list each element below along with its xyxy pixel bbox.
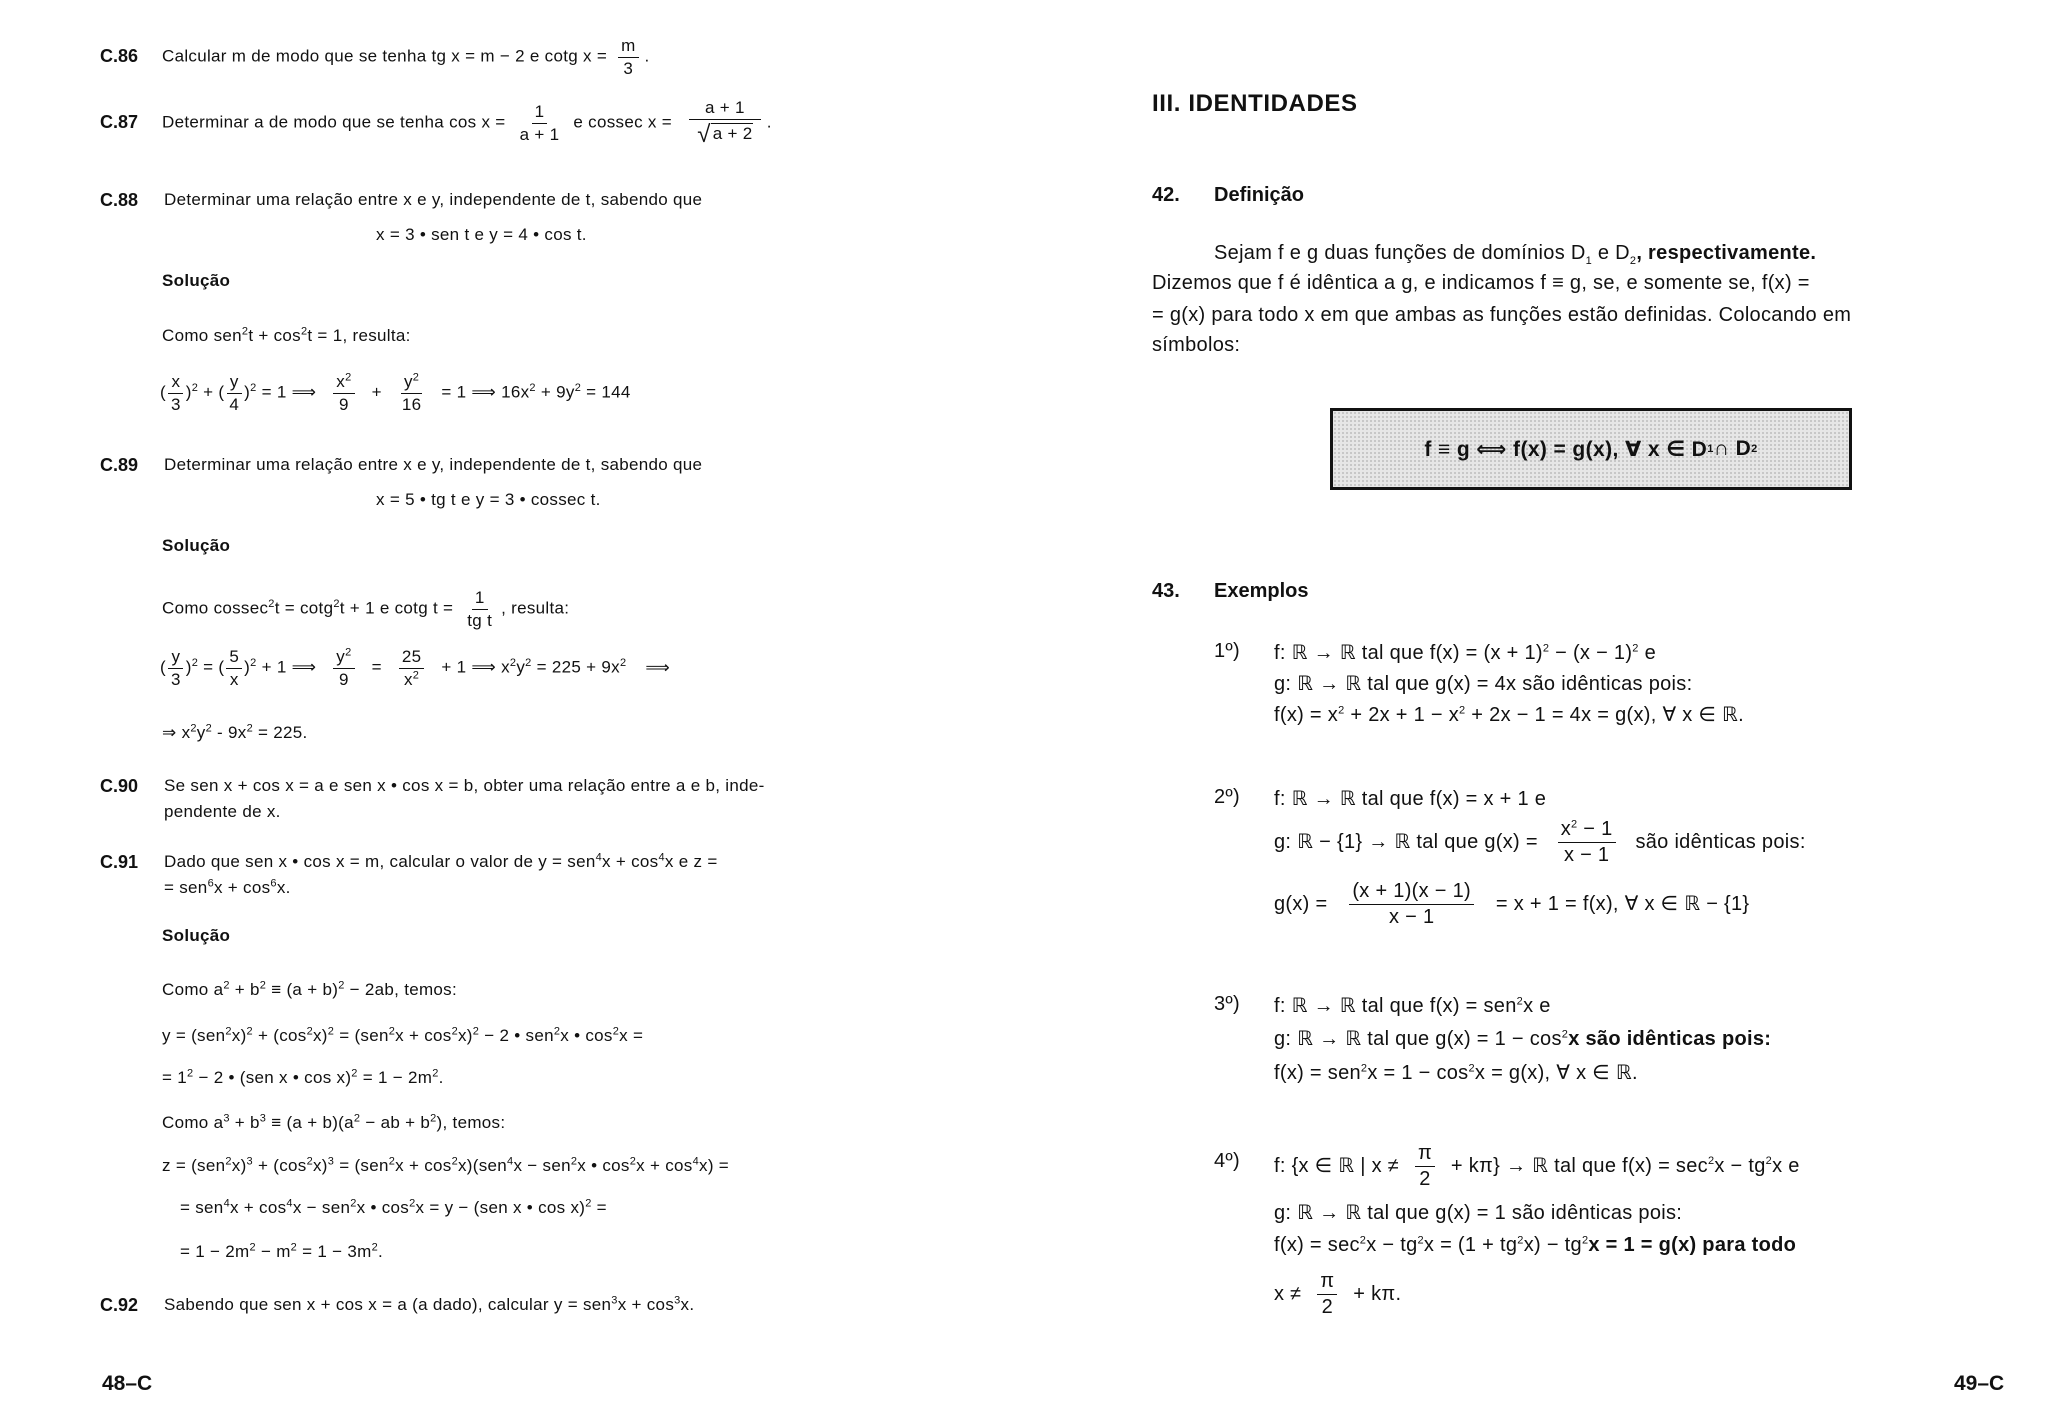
example-4-line1: f: {x ∈ ℝ | x ≠ $\frac{\pi}{2}$ + kπ} → ℝ tal que $f(x) = \sec^2x - tg^2x$ e	[1274, 1142, 1800, 1190]
example-4-line2: g: ℝ → ℝ tal que g(x) = 1 são idênticas pois:	[1274, 1202, 1683, 1224]
exercise-label-c89: C.89	[100, 455, 139, 475]
definition-line2: Dizemos que f é idêntica a g, e indicamos f ≡ g, se, e somente se, f(x) =	[1152, 272, 1810, 294]
exercise-c88-text: Determinar uma relação entre x e y, independente de t, sabendo que	[164, 190, 703, 209]
example-4-line4: x ≠ $\frac{\pi}{2}$ + kπ.	[1274, 1270, 1402, 1318]
c89-final-line: ⇒ $x^2y^2 - 9x^2 = 225$.	[162, 722, 308, 742]
example-2-ordinal: 2º)	[1214, 786, 1240, 808]
solution-heading-c91: Solução	[162, 926, 231, 945]
exercise-c89-text: Determinar uma relação entre x e y, independente de t, sabendo que	[164, 455, 703, 474]
example-2-line1: f: ℝ → ℝ tal que f(x) = x + 1 e	[1274, 788, 1547, 810]
example-4-line3: $f(x) = \sec^2x - tg^2x = (1 + tg^2x) - tg^2x = 1 = g(x)$ para todo	[1274, 1234, 1797, 1256]
exercise-c91-line2: = $sen^6x + \cos^6x$.	[164, 877, 291, 897]
exercise-label-c91: C.91	[100, 852, 139, 872]
c89-identity-line: Como cossec$^2$t = cotg$^2$t + 1 e cotg t = $\frac{1}{\text{tg t}}$ , resulta:	[162, 588, 570, 630]
section-heading: III. IDENTIDADES	[1152, 90, 1358, 117]
example-4-ordinal: 4º)	[1214, 1150, 1240, 1172]
example-1-line3: $f(x) = x^2 + 2x + 1 - x^2 + 2x - 1 = 4x = g(x)$, ∀ x ∈ ℝ.	[1274, 704, 1745, 726]
c91-z-line2: = $sen^4x + \cos^4x - sen^2x$ • $\cos^2x = y - (sen$ x • cos x)$^2$ =	[180, 1197, 607, 1217]
example-2-line2: g: ℝ − {1} → ℝ tal que g(x) = $\frac{x^2 - 1}{x - 1}$ são idênticas pois:	[1274, 818, 1806, 866]
exercise-c87-text: Determinar a de modo que se tenha cos x = $\frac{1}{a + 1}$ e cossec x = $\frac{a + 1}{√ a + 2}$ .	[162, 98, 772, 148]
c91-identity-1: Como $a^2 + b^2 \equiv (a + b)^2 - 2ab$, temos:	[162, 979, 458, 999]
example-3-line2: g: ℝ → ℝ tal que $g(x) = 1 - \cos^2x$ são idênticas pois:	[1274, 1028, 1772, 1050]
exercise-c88-equation: x = 3 • sen t e y = 4 • cos t.	[376, 225, 587, 244]
c91-y-line2: = $1^2 - 2$ • (sen x • $\cos x)^2 = 1 - 2m^2$.	[162, 1067, 444, 1087]
example-1-ordinal: 1º)	[1214, 640, 1240, 662]
c88-result-line: ( $\frac{x}{3}$ )$^2$ + ( $\frac{y}{4}$ )$^2$ = 1 ⟹ $\frac{x^2}{9}$ + $\frac{y^2}{16}$ = 1 ⟹ $16x^2 + 9y^2 = 144$	[160, 371, 631, 414]
example-1-line2: g: ℝ → ℝ tal que g(x) = 4x são idênticas pois:	[1274, 673, 1693, 695]
exercise-c89-equation: x = 5 • tg t e y = 3 • cossec t.	[376, 490, 601, 509]
subsection-43-title: Exemplos	[1214, 580, 1309, 602]
exercise-c91-line1: Dado que sen x • cos x = m, calcular o valor de $y = sen^4x + \cos^4x$ e z =	[164, 851, 718, 871]
exercise-label-c86: C.86	[100, 46, 139, 66]
solution-heading-c89: Solução	[162, 536, 231, 555]
c91-y-line1: $y = (sen^2x)^2 + (\cos^2x)^2 = (sen^2x + \cos^2x)^2 - 2$ • sen$^2$x • $\cos^2x$ =	[162, 1025, 644, 1045]
identity-definition-box: f ≡ g ⟺ f(x) = g(x), ∀ x ∈ D 1 ∩ D 2	[1330, 408, 1852, 490]
exercise-label-c92: C.92	[100, 1295, 139, 1315]
exercise-label-c90: C.90	[100, 776, 139, 796]
example-1-line1: f: ℝ → ℝ tal que $f(x) = (x + 1)^2 - (x - 1)^2$ e	[1274, 642, 1656, 664]
fraction-m-over-3: $\frac{m}{3}$	[618, 36, 638, 78]
right-page	[1024, 0, 2048, 1427]
exercise-c92-text: Sabendo que sen x + cos x = a (a dado), calcular $y = sen^3x + \cos^3x$.	[164, 1294, 695, 1314]
c91-identity-2: Como $a^3 + b^3 \equiv (a + b)(a^2$ − ab + $b^2$), temos:	[162, 1112, 506, 1132]
example-3-line3: $f(x) = sen^2x = 1 - \cos^2x = g(x)$, ∀ x ∈ ℝ.	[1274, 1062, 1638, 1084]
subsection-43-number: 43.	[1152, 580, 1180, 602]
solution-heading-c88: Solução	[162, 271, 231, 290]
exercise-c86-text: Calcular m de modo que se tenha tg x = m − 2 e cotg x = $\frac{m}{3}$ .	[162, 36, 650, 78]
c88-identity-line: Como $sen^2t + \cos^2t = 1$, resulta:	[162, 325, 411, 345]
exercise-c90-line2: pendente de x.	[164, 802, 281, 821]
exercise-label-c87: C.87	[100, 112, 139, 132]
definition-line3: = g(x) para todo x em que ambas as funções estão definidas. Colocando em	[1152, 304, 1852, 326]
fraction-a1-over-sqrt: $\frac{a + 1}{√ a + 2}$	[689, 98, 761, 148]
example-2-line3: g(x) = $\frac{(x + 1)(x - 1)}{x - 1}$ = x + 1 = f(x), ∀ x ∈ ℝ − {1}	[1274, 880, 1750, 928]
example-3-line1: f: ℝ → ℝ tal que f(x) = sen$^2$x e	[1274, 995, 1551, 1017]
definition-line1: Sejam f e g duas funções de domínios $D_1$ e $D_2$, respectivamente.	[1214, 242, 1817, 267]
c91-z-line1: $z = (sen^2x)^3 + (\cos^2x)^3 = (sen^2x + \cos^2x)(sen^4x - sen^2x$ • $\cos^2x + \cos^4x$) =	[162, 1155, 730, 1175]
fraction-1-over-a1: $\frac{1}{a + 1}$	[519, 102, 560, 144]
c89-result-line: ( $\frac{y}{3}$ )$^2$ = ( $\frac{5}{x}$ )$^2$ + 1 ⟹ $\frac{y^2}{9}$ = $\frac{25}{x^2}$ + 1 ⟹ $x^2y^2 = 225 + 9x^2$ ⟹	[160, 646, 671, 689]
exercise-label-c88: C.88	[100, 190, 139, 210]
page-number-right: 49–C	[1954, 1372, 2005, 1395]
definition-line4: símbolos:	[1152, 334, 1241, 356]
example-3-ordinal: 3º)	[1214, 993, 1240, 1015]
exercise-c90-line1: Se sen x + cos x = a e sen x • cos x = b, obter uma relação entre a e b, inde-	[164, 776, 765, 795]
subsection-42-number: 42.	[1152, 184, 1180, 206]
subsection-42-title: Definição	[1214, 184, 1305, 206]
c91-z-line3: = $1 - 2m^2 - m^2 = 1 - 3m^2$.	[180, 1241, 384, 1261]
page-number-left: 48–C	[102, 1372, 153, 1395]
